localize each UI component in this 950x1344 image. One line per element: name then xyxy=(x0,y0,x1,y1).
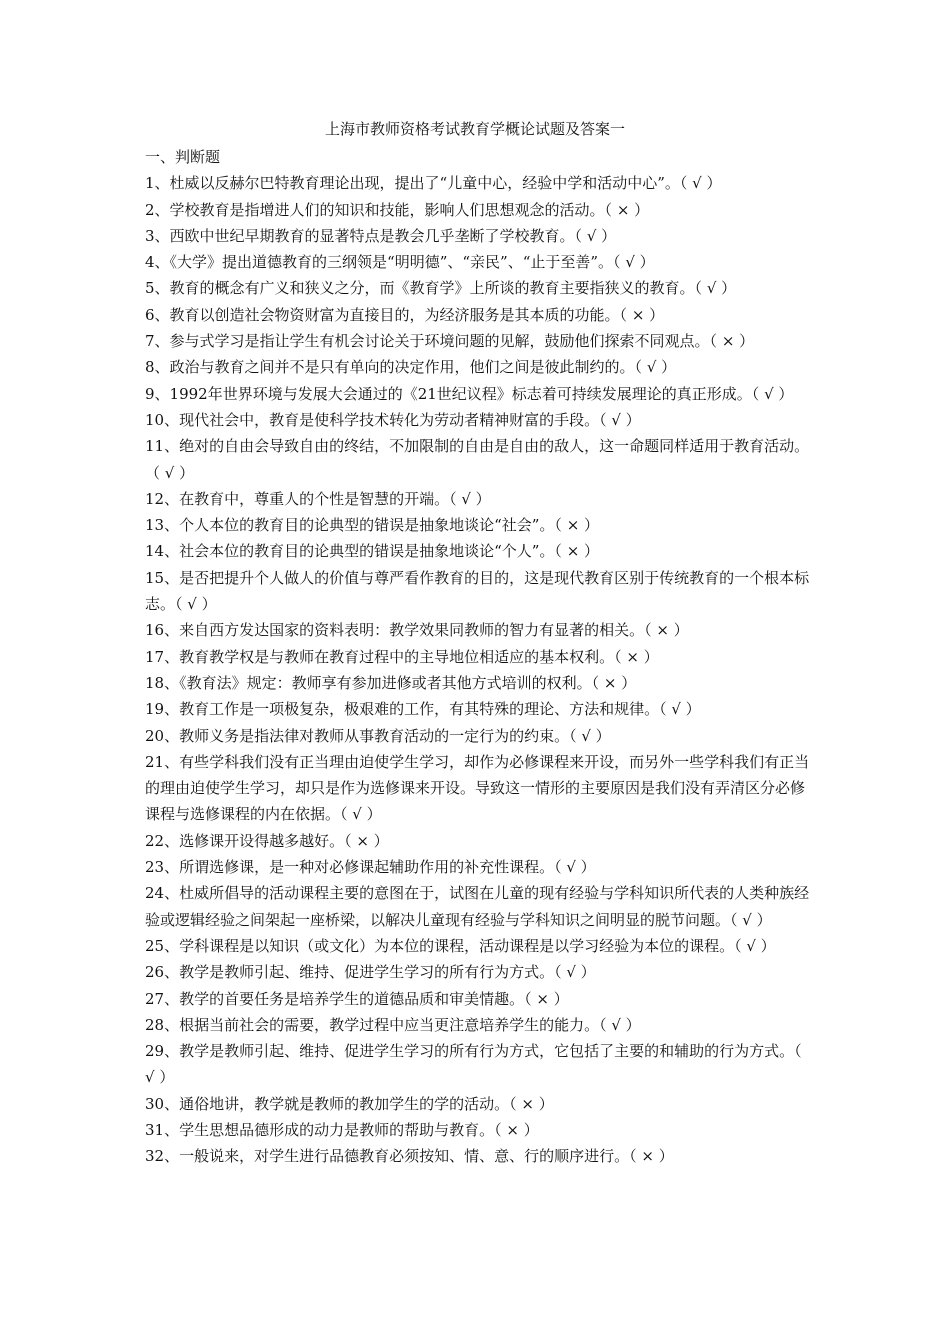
question-item: 15、是否把提升个人做人的价值与尊严看作教育的目的，这是现代教育区别于传统教育的一个根本标志。（ √ ） xyxy=(145,568,810,614)
question-item: 26、教学是教师引起、维持、促进学生学习的所有行为方式。（ √ ） xyxy=(145,963,596,982)
question-item: 24、杜威所倡导的活动课程主要的意图在于，试图在儿童的现有经验与学科知识所代表的人类种族经验或逻辑经验之间架起一座桥梁，以解决儿童现有经验与学科知识之间明显的脱节问题。（ √ ） xyxy=(145,884,810,929)
question-item: 23、所谓选修课，是一种对必修课起辅助作用的补充性课程。（ √ ） xyxy=(145,858,596,877)
question-item: 2、学校教育是指增进人们的知识和技能，影响人们思想观念的活动。（ × ） xyxy=(145,200,650,219)
question-item: 5、教育的概念有广义和狭义之分，而《教育学》上所谈的教育主要指狭义的教育。（ √ ） xyxy=(145,279,737,298)
question-item: 22、选修课开设得越多越好。（ × ） xyxy=(145,831,389,850)
question-item: 4、《大学》提出道德教育的三纲领是“明明德”、“亲民”、“止于至善”。（ √ ） xyxy=(145,253,655,272)
question-item: 21、有些学科我们没有正当理由迫使学生学习，却作为必修课程来开设，而另外一些学科我们有正当的理由迫使学生学习，却只是作为选修课来开设。导致这一情形的主要原因是我们没有弄清区分必修课程与选修课程的内在依据。（ √ ） xyxy=(145,752,810,824)
question-item: 1、杜威以反赫尔巴特教育理论出现，提出了“儿童中心，经验中学和活动中心”。（ √ ） xyxy=(145,174,722,193)
question-item: 11、绝对的自由会导致自由的终结，不加限制的自由是自由的敌人，这一命题同样适用于教育活动。（ √ ） xyxy=(145,437,810,482)
question-item: 16、来自西方发达国家的资料表明：教学效果同教师的智力有显著的相关。（ × ） xyxy=(145,621,689,640)
question-item: 13、个人本位的教育目的论典型的错误是抽象地谈论“社会”。（ × ） xyxy=(145,516,600,535)
section-heading: 一、判断题 xyxy=(145,148,221,166)
question-item: 30、通俗地讲，教学就是教师的教加学生的学的活动。（ × ） xyxy=(145,1094,554,1113)
question-item: 3、西欧中世纪早期教育的显著特点是教会几乎垄断了学校教育。（ √ ） xyxy=(145,226,617,245)
question-item: 20、教师义务是指法律对教师从事教育活动的一定行为的约束。（ √ ） xyxy=(145,726,611,745)
question-item: 12、在教育中，尊重人的个性是智慧的开端。（ √ ） xyxy=(145,489,491,508)
question-item: 28、根据当前社会的需要，教学过程中应当更注意培养学生的能力。（ √ ） xyxy=(145,1015,641,1034)
question-item: 14、社会本位的教育目的论典型的错误是抽象地谈论“个人”。（ × ） xyxy=(145,542,600,561)
document-title: 上海市教师资格考试教育学概论试题及答案一 xyxy=(324,120,625,138)
question-item: 9、1992年世界环境与发展大会通过的《21世纪议程》标志着可持续发展理论的真正形成。（ √ ） xyxy=(145,384,794,403)
question-item: 32、一般说来，对学生进行品德教育必须按知、情、意、行的顺序进行。（ × ） xyxy=(145,1147,674,1166)
question-item: 8、政治与教育之间并不是只有单向的决定作用，他们之间是彼此制约的。（ √ ） xyxy=(145,358,677,377)
question-list xyxy=(145,144,811,1170)
question-item: 31、学生思想品德形成的动力是教师的帮助与教育。（ × ） xyxy=(145,1120,539,1139)
question-item: 17、教育教学权是与教师在教育过程中的主导地位相适应的基本权利。（ × ） xyxy=(145,647,659,666)
question-item: 29、教学是教师引起、维持、促进学生学习的所有行为方式，它包括了主要的和辅助的行为方式。（ √ ） xyxy=(145,1042,802,1087)
question-item: 25、学科课程是以知识（或文化）为本位的课程，活动课程是以学习经验为本位的课程。（ √ ） xyxy=(145,936,776,955)
question-item: 7、参与式学习是指让学生有机会讨论关于环境问题的见解，鼓励他们探索不同观点。（ × ） xyxy=(145,332,755,351)
question-item: 6、教育以创造社会物资财富为直接目的，为经济服务是其本质的功能。（ × ） xyxy=(145,305,665,324)
question-item: 19、教育工作是一项极复杂，极艰难的工作，有其特殊的理论、方法和规律。（ √ ） xyxy=(145,700,701,719)
question-item: 18、《教育法》规定：教师享有参加进修或者其他方式培训的权利。（ × ） xyxy=(145,673,637,692)
question-item: 27、教学的首要任务是培养学生的道德品质和审美情趣。（ × ） xyxy=(145,989,569,1008)
question-item: 10、现代社会中，教育是使科学技术转化为劳动者精神财富的手段。（ √ ） xyxy=(145,410,641,429)
